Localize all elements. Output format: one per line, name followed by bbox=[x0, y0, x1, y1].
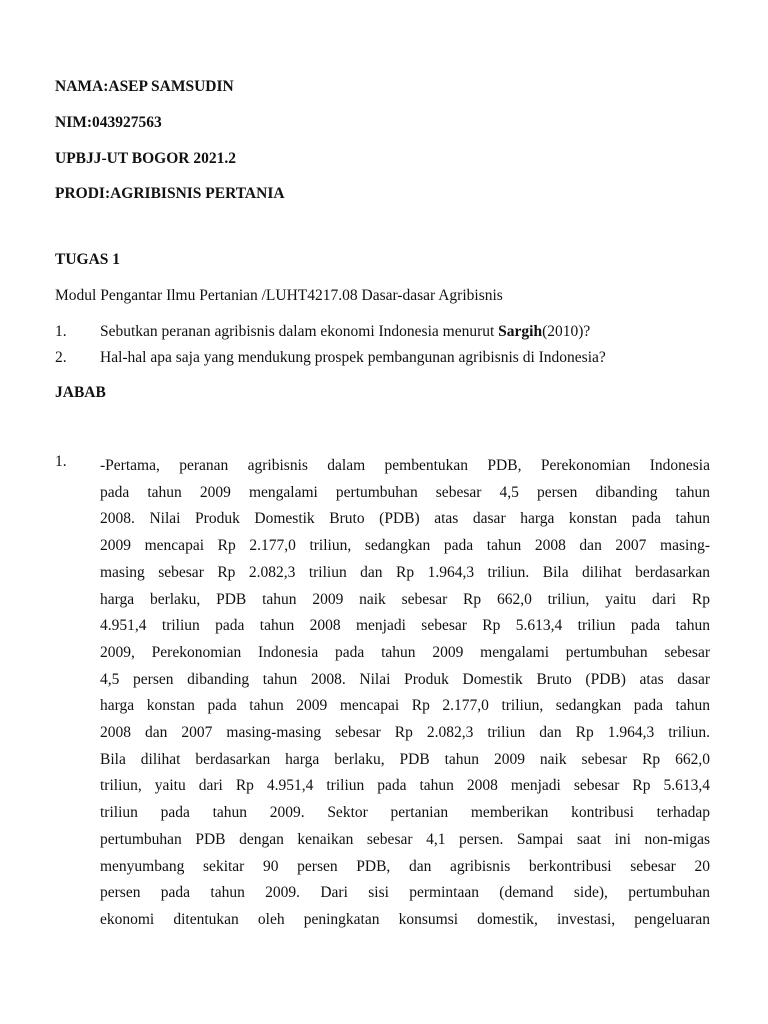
question-text: Hal-hal apa saja yang mendukung prospek pembangunan agribisnis di Indonesia? bbox=[100, 349, 606, 366]
answer-heading: JABAB bbox=[55, 384, 106, 401]
student-nim: NIM:043927563 bbox=[55, 114, 162, 131]
answer-line: Bila dilihat berdasarkan harga berlaku, PDB tahun 2009 naik sebesar Rp 662,0 bbox=[100, 750, 710, 768]
answer-line: masing sebesar Rp 2.082,3 triliun dan Rp 1.964,3 triliun. Bila dilihat berdasarkan bbox=[100, 563, 710, 581]
question-number: 2. bbox=[55, 349, 67, 366]
answer-line: 2009 mencapai Rp 2.177,0 triliun, sedangkan pada tahun 2008 dan 2007 masing- bbox=[100, 537, 710, 555]
answer-line: 2009, Perekonomian Indonesia pada tahun 2009 mengalami pertumbuhan sebesar bbox=[100, 643, 710, 661]
question-1 bbox=[55, 323, 590, 341]
answer-line: ekonomi ditentukan oleh peningkatan konsumsi domestik, investasi, pengeluaran bbox=[100, 910, 710, 928]
answer-line: menyumbang sekitar 90 persen PDB, dan agribisnis berkontribusi sebesar 20 bbox=[100, 857, 710, 875]
answer-line: 4,5 persen dibanding tahun 2008. Nilai Produk Domestik Bruto (PDB) atas dasar bbox=[100, 670, 710, 688]
question-number: 1. bbox=[55, 323, 67, 340]
answer-number: 1. bbox=[55, 453, 67, 470]
answer-line: 2008. Nilai Produk Domestik Bruto (PDB) atas dasar harga konstan pada tahun bbox=[100, 510, 710, 528]
assignment-title: TUGAS 1 bbox=[55, 251, 121, 268]
study-program: PRODI:AGRIBISNIS PERTANIA bbox=[55, 185, 285, 202]
answer-line: 4.951,4 triliun pada tahun 2008 menjadi sebesar Rp 5.613,4 triliun pada tahun bbox=[100, 617, 710, 635]
answer-line: harga konstan pada tahun 2009 mencapai Rp 2.177,0 triliun, sedangkan pada tahun bbox=[100, 697, 710, 715]
answer-line: harga berlaku, PDB tahun 2009 naik sebesar Rp 662,0 triliun, yaitu dari Rp bbox=[100, 590, 710, 608]
answer-line: pada tahun 2009 mengalami pertumbuhan sebesar 4,5 persen dibanding tahun bbox=[100, 483, 710, 501]
answer-line: 2008 dan 2007 masing-masing sebesar Rp 2.082,3 triliun dan Rp 1.964,3 triliun. bbox=[100, 724, 710, 742]
answer-line: triliun pada tahun 2009. Sektor pertanian memberikan kontribusi terhadap bbox=[100, 804, 710, 822]
answer-line: triliun, yaitu dari Rp 4.951,4 triliun pada tahun 2008 menjadi sebesar Rp 5.613,4 bbox=[100, 777, 710, 795]
question-bold-author: Sargih bbox=[498, 323, 543, 340]
answer-paragraph bbox=[100, 453, 710, 934]
module-line: Modul Pengantar Ilmu Pertanian /LUHT4217.08 Dasar-dasar Agribisnis bbox=[55, 287, 503, 304]
answer-line: pertumbuhan PDB dengan kenaikan sebesar 4,1 persen. Sampai saat ini non-migas bbox=[100, 830, 710, 848]
answer-line: persen pada tahun 2009. Dari sisi permintaan (demand side), pertumbuhan bbox=[100, 884, 710, 902]
study-center: UPBJJ-UT BOGOR 2021.2 bbox=[55, 150, 236, 167]
question-text: Sebutkan peranan agribisnis dalam ekonomi Indonesia menurut bbox=[100, 323, 499, 340]
student-name: NAMA:ASEP SAMSUDIN bbox=[55, 78, 234, 95]
question-2 bbox=[55, 349, 606, 367]
question-text-end: (2010)? bbox=[542, 323, 591, 340]
answer-line: -Pertama, peranan agribisnis dalam pembentukan PDB, Perekonomian Indonesia bbox=[100, 457, 710, 474]
